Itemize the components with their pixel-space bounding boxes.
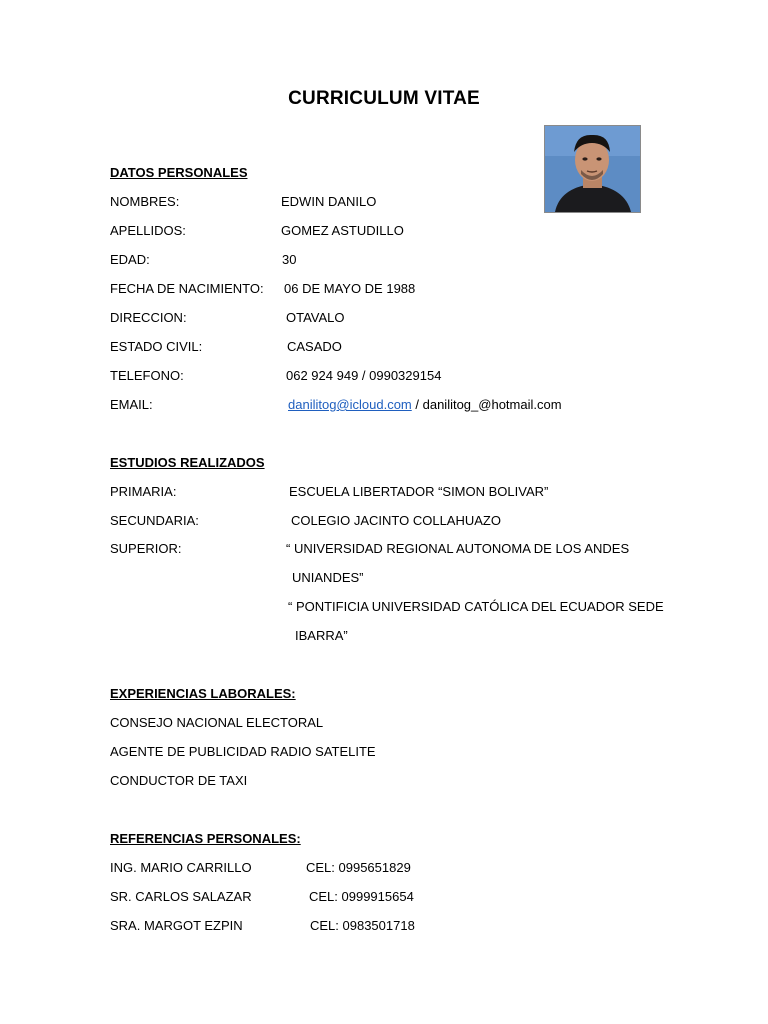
- value-direccion: OTAVALO: [286, 310, 345, 325]
- reference-name: SR. CARLOS SALAZAR: [110, 889, 252, 904]
- label-direccion: DIRECCION:: [110, 310, 187, 325]
- email-secondary: danilitog_@hotmail.com: [422, 397, 562, 412]
- section-studies: ESTUDIOS REALIZADOS: [110, 455, 265, 470]
- email-link[interactable]: danilitog@icloud.com: [288, 397, 412, 412]
- reference-name: SRA. MARGOT EZPIN: [110, 918, 243, 933]
- value-superior-line1: “ UNIVERSIDAD REGIONAL AUTONOMA DE LOS ANDES: [286, 541, 630, 556]
- value-primaria: ESCUELA LIBERTADOR “SIMON BOLIVAR”: [289, 484, 549, 499]
- label-apellidos: APELLIDOS:: [110, 223, 186, 238]
- email-separator: /: [411, 397, 423, 412]
- reference-phone: CEL: 0999915654: [309, 889, 414, 904]
- section-experience: EXPERIENCIAS LABORALES:: [110, 686, 296, 701]
- value-edad: 30: [282, 252, 297, 267]
- value-superior-line4: IBARRA”: [295, 628, 348, 643]
- value-estado-civil: CASADO: [287, 339, 342, 354]
- value-apellidos: GOMEZ ASTUDILLO: [281, 223, 404, 238]
- label-secundaria: SECUNDARIA:: [110, 513, 199, 528]
- value-nombres: EDWIN DANILO: [281, 194, 377, 209]
- reference-phone: CEL: 0995651829: [306, 860, 411, 875]
- experience-item: AGENTE DE PUBLICIDAD RADIO SATELITE: [110, 744, 376, 759]
- section-personal-data: DATOS PERSONALES: [110, 165, 248, 180]
- value-fecha-nacimiento: 06 DE MAYO DE 1988: [284, 281, 416, 296]
- experience-item: CONSEJO NACIONAL ELECTORAL: [110, 715, 324, 730]
- value-superior-line2: UNIANDES”: [292, 570, 364, 585]
- document-title: CURRICULUM VITAE: [288, 88, 480, 109]
- label-telefono: TELEFONO:: [110, 368, 184, 383]
- value-secundaria: COLEGIO JACINTO COLLAHUAZO: [291, 513, 501, 528]
- experience-item: CONDUCTOR DE TAXI: [110, 773, 248, 788]
- section-references: REFERENCIAS PERSONALES:: [110, 831, 301, 846]
- portrait-image: [545, 126, 640, 212]
- reference-name: ING. MARIO CARRILLO: [110, 860, 252, 875]
- label-superior: SUPERIOR:: [110, 541, 182, 556]
- label-edad: EDAD:: [110, 252, 150, 267]
- reference-phone: CEL: 0983501718: [310, 918, 415, 933]
- label-primaria: PRIMARIA:: [110, 484, 177, 499]
- value-superior-line3: “ PONTIFICIA UNIVERSIDAD CATÓLICA DEL ECUADOR SEDE: [288, 599, 664, 614]
- value-email: [288, 397, 562, 412]
- value-telefono: 062 924 949 / 0990329154: [286, 368, 442, 383]
- profile-photo: [544, 125, 641, 213]
- label-nombres: NOMBRES:: [110, 194, 180, 209]
- label-email: EMAIL:: [110, 397, 153, 412]
- label-estado-civil: ESTADO CIVIL:: [110, 339, 203, 354]
- label-fecha-nacimiento: FECHA DE NACIMIENTO:: [110, 281, 264, 296]
